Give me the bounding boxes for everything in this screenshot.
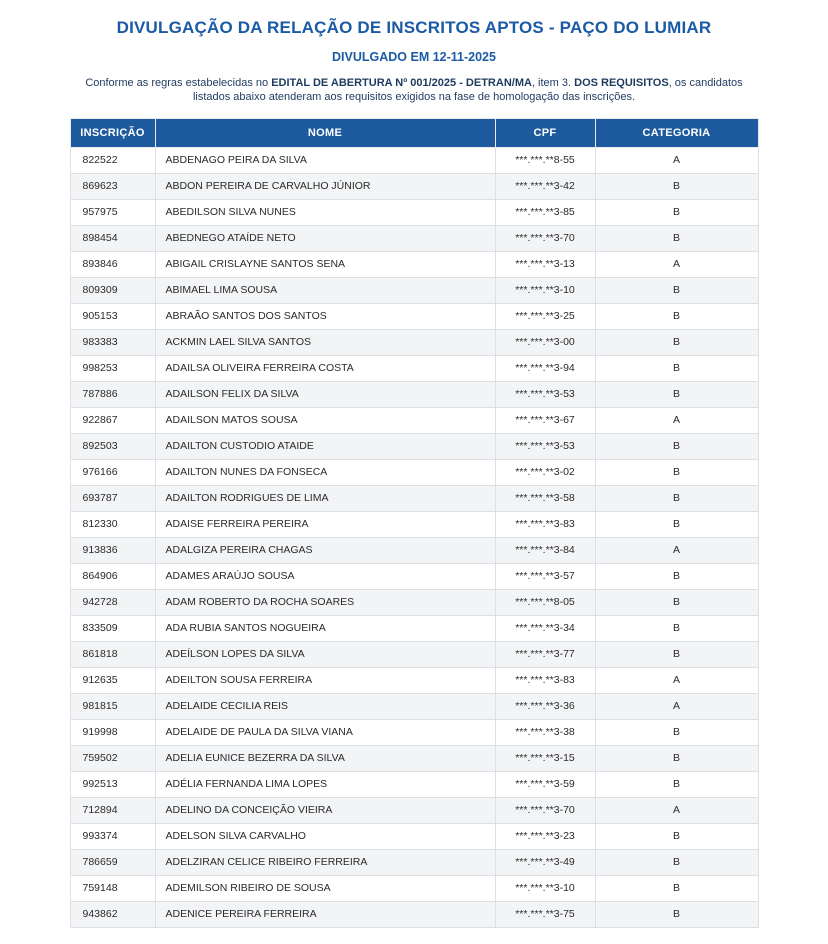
cell-nome: ADALGIZA PEREIRA CHAGAS <box>155 538 495 564</box>
cell-cpf: ***.***.**3-02 <box>495 460 595 486</box>
header-cpf: CPF <box>495 119 595 148</box>
table-body <box>70 148 758 928</box>
table-row <box>70 616 758 642</box>
cell-categoria: A <box>595 538 758 564</box>
table-row <box>70 694 758 720</box>
cell-categoria: B <box>595 876 758 902</box>
cell-categoria: B <box>595 642 758 668</box>
cell-inscricao: 864906 <box>70 564 155 590</box>
cell-inscricao: 943862 <box>70 902 155 928</box>
publication-date: DIVULGADO EM 12-11-2025 <box>332 50 496 64</box>
cell-categoria: A <box>595 408 758 434</box>
cell-categoria: B <box>595 278 758 304</box>
page-title: DIVULGAÇÃO DA RELAÇÃO DE INSCRITOS APTOS - PAÇO DO LUMIAR <box>116 18 712 37</box>
cell-inscricao: 759502 <box>70 746 155 772</box>
table-row <box>70 798 758 824</box>
cell-inscricao: 786659 <box>70 850 155 876</box>
cell-categoria: B <box>595 174 758 200</box>
cell-inscricao: 957975 <box>70 200 155 226</box>
cell-cpf: ***.***.**3-13 <box>495 252 595 278</box>
table-row <box>70 564 758 590</box>
cell-categoria: B <box>595 902 758 928</box>
cell-cpf: ***.***.**3-83 <box>495 512 595 538</box>
cell-categoria: B <box>595 200 758 226</box>
cell-cpf: ***.***.**3-10 <box>495 876 595 902</box>
cell-cpf: ***.***.**3-00 <box>495 330 595 356</box>
table-row <box>70 252 758 278</box>
cell-nome: ABIGAIL CRISLAYNE SANTOS SENA <box>155 252 495 278</box>
cell-cpf: ***.***.**3-94 <box>495 356 595 382</box>
cell-cpf: ***.***.**3-85 <box>495 200 595 226</box>
cell-inscricao: 759148 <box>70 876 155 902</box>
cell-inscricao: 869623 <box>70 174 155 200</box>
cell-nome: ABDON PEREIRA DE CARVALHO JÚNIOR <box>155 174 495 200</box>
cell-inscricao: 833509 <box>70 616 155 642</box>
table-row <box>70 876 758 902</box>
cell-cpf: ***.***.**3-84 <box>495 538 595 564</box>
cell-nome: ADAILSON FELIX DA SILVA <box>155 382 495 408</box>
cell-inscricao: 787886 <box>70 382 155 408</box>
cell-cpf: ***.***.**3-38 <box>495 720 595 746</box>
note-text-part1: Conforme as regras estabelecidas no <box>85 77 272 89</box>
cell-nome: ADAMES ARAÚJO SOUSA <box>155 564 495 590</box>
cell-inscricao: 942728 <box>70 590 155 616</box>
cell-nome: ADAILSA OLIVEIRA FERREIRA COSTA <box>155 356 495 382</box>
cell-cpf: ***.***.**3-23 <box>495 824 595 850</box>
cell-categoria: B <box>595 564 758 590</box>
table-row <box>70 356 758 382</box>
cell-categoria: B <box>595 772 758 798</box>
cell-cpf: ***.***.**3-70 <box>495 226 595 252</box>
cell-inscricao: 983383 <box>70 330 155 356</box>
cell-inscricao: 922867 <box>70 408 155 434</box>
cell-nome: ADA RUBIA SANTOS NOGUEIRA <box>155 616 495 642</box>
cell-nome: ADAILTON RODRIGUES DE LIMA <box>155 486 495 512</box>
table-row <box>70 200 758 226</box>
table-header <box>70 119 758 148</box>
cell-inscricao: 893846 <box>70 252 155 278</box>
cell-cpf: ***.***.**3-34 <box>495 616 595 642</box>
cell-categoria: B <box>595 720 758 746</box>
note-edital-reference: EDITAL DE ABERTURA Nº 001/2025 - DETRAN/MA <box>271 77 532 89</box>
cell-nome: ADAILSON MATOS SOUSA <box>155 408 495 434</box>
cell-inscricao: 913836 <box>70 538 155 564</box>
cell-categoria: A <box>595 798 758 824</box>
cell-categoria: A <box>595 148 758 174</box>
cell-nome: ADELAIDE CECILIA REIS <box>155 694 495 720</box>
table-row <box>70 278 758 304</box>
cell-cpf: ***.***.**3-53 <box>495 382 595 408</box>
header-categoria: CATEGORIA <box>595 119 758 148</box>
cell-inscricao: 822522 <box>70 148 155 174</box>
cell-nome: ADAILTON CUSTODIO ATAIDE <box>155 434 495 460</box>
table-row <box>70 434 758 460</box>
table-row <box>70 330 758 356</box>
cell-cpf: ***.***.**8-55 <box>495 148 595 174</box>
cell-nome: ADEÍLSON LOPES DA SILVA <box>155 642 495 668</box>
cell-inscricao: 712894 <box>70 798 155 824</box>
cell-inscricao: 992513 <box>70 772 155 798</box>
cell-categoria: B <box>595 616 758 642</box>
table-row <box>70 304 758 330</box>
registrants-table <box>70 118 759 928</box>
cell-nome: ABEDILSON SILVA NUNES <box>155 200 495 226</box>
cell-nome: ADELAIDE DE PAULA DA SILVA VIANA <box>155 720 495 746</box>
cell-nome: ABIMAEL LIMA SOUSA <box>155 278 495 304</box>
cell-cpf: ***.***.**3-25 <box>495 304 595 330</box>
cell-cpf: ***.***.**3-83 <box>495 668 595 694</box>
table-row <box>70 460 758 486</box>
table-row <box>70 642 758 668</box>
cell-cpf: ***.***.**3-75 <box>495 902 595 928</box>
table-row <box>70 408 758 434</box>
cell-inscricao: 812330 <box>70 512 155 538</box>
cell-cpf: ***.***.**3-42 <box>495 174 595 200</box>
note-text-part2: , item 3. <box>531 77 575 89</box>
cell-inscricao: 919998 <box>70 720 155 746</box>
cell-inscricao: 912635 <box>70 668 155 694</box>
cell-inscricao: 993374 <box>70 824 155 850</box>
cell-cpf: ***.***.**3-59 <box>495 772 595 798</box>
header-nome: NOME <box>155 119 495 148</box>
cell-nome: ADAILTON NUNES DA FONSECA <box>155 460 495 486</box>
cell-nome: ADELIA EUNICE BEZERRA DA SILVA <box>155 746 495 772</box>
document-header <box>0 0 828 104</box>
table-row <box>70 226 758 252</box>
table-row <box>70 668 758 694</box>
cell-categoria: B <box>595 486 758 512</box>
cell-categoria: B <box>595 304 758 330</box>
table-row <box>70 538 758 564</box>
cell-cpf: ***.***.**3-58 <box>495 486 595 512</box>
cell-categoria: B <box>595 746 758 772</box>
cell-categoria: B <box>595 590 758 616</box>
cell-categoria: B <box>595 382 758 408</box>
header-inscricao: INSCRIÇÃO <box>70 119 155 148</box>
cell-nome: ADAM ROBERTO DA ROCHA SOARES <box>155 590 495 616</box>
cell-categoria: A <box>595 694 758 720</box>
cell-nome: ACKMIN LAEL SILVA SANTOS <box>155 330 495 356</box>
cell-cpf: ***.***.**3-57 <box>495 564 595 590</box>
cell-cpf: ***.***.**3-77 <box>495 642 595 668</box>
cell-categoria: B <box>595 434 758 460</box>
table-row <box>70 148 758 174</box>
note-text-part3: , os candidatos listados abaixo atenderam aos requisitos exigidos na fase de homologação das inscrições. <box>192 77 743 103</box>
cell-categoria: B <box>595 512 758 538</box>
cell-cpf: ***.***.**3-15 <box>495 746 595 772</box>
cell-categoria: B <box>595 460 758 486</box>
cell-categoria: B <box>595 824 758 850</box>
cell-nome: ABDENAGO PEIRA DA SILVA <box>155 148 495 174</box>
cell-nome: ADEMILSON RIBEIRO DE SOUSA <box>155 876 495 902</box>
table-row <box>70 850 758 876</box>
cell-nome: ADELZIRAN CELICE RIBEIRO FERREIRA <box>155 850 495 876</box>
cell-inscricao: 809309 <box>70 278 155 304</box>
table-row <box>70 590 758 616</box>
cell-categoria: B <box>595 850 758 876</box>
cell-inscricao: 861818 <box>70 642 155 668</box>
cell-inscricao: 981815 <box>70 694 155 720</box>
cell-cpf: ***.***.**3-10 <box>495 278 595 304</box>
cell-categoria: B <box>595 356 758 382</box>
table-row <box>70 746 758 772</box>
table-row <box>70 902 758 928</box>
cell-inscricao: 905153 <box>70 304 155 330</box>
cell-nome: ADENICE PEREIRA FERREIRA <box>155 902 495 928</box>
cell-nome: ABRAÃO SANTOS DOS SANTOS <box>155 304 495 330</box>
cell-inscricao: 998253 <box>70 356 155 382</box>
table-row <box>70 382 758 408</box>
cell-nome: ADELINO DA CONCEIÇÃO VIEIRA <box>155 798 495 824</box>
table-row <box>70 720 758 746</box>
cell-cpf: ***.***.**8-05 <box>495 590 595 616</box>
table-row <box>70 486 758 512</box>
cell-categoria: A <box>595 668 758 694</box>
note-requisitos-reference: DOS REQUISITOS <box>574 77 669 89</box>
cell-nome: ADÉLIA FERNANDA LIMA LOPES <box>155 772 495 798</box>
cell-cpf: ***.***.**3-67 <box>495 408 595 434</box>
table-row <box>70 174 758 200</box>
table-row <box>70 512 758 538</box>
cell-nome: ADELSON SILVA CARVALHO <box>155 824 495 850</box>
note-paragraph <box>80 76 748 104</box>
cell-inscricao: 892503 <box>70 434 155 460</box>
cell-cpf: ***.***.**3-70 <box>495 798 595 824</box>
cell-inscricao: 976166 <box>70 460 155 486</box>
cell-cpf: ***.***.**3-53 <box>495 434 595 460</box>
cell-categoria: A <box>595 252 758 278</box>
cell-inscricao: 898454 <box>70 226 155 252</box>
cell-nome: ADEILTON SOUSA FERREIRA <box>155 668 495 694</box>
cell-cpf: ***.***.**3-49 <box>495 850 595 876</box>
cell-inscricao: 693787 <box>70 486 155 512</box>
table-row <box>70 772 758 798</box>
cell-nome: ADAISE FERREIRA PEREIRA <box>155 512 495 538</box>
table-row <box>70 824 758 850</box>
cell-nome: ABEDNEGO ATAÍDE NETO <box>155 226 495 252</box>
cell-categoria: B <box>595 226 758 252</box>
table-header-row <box>70 119 758 148</box>
cell-cpf: ***.***.**3-36 <box>495 694 595 720</box>
cell-categoria: B <box>595 330 758 356</box>
